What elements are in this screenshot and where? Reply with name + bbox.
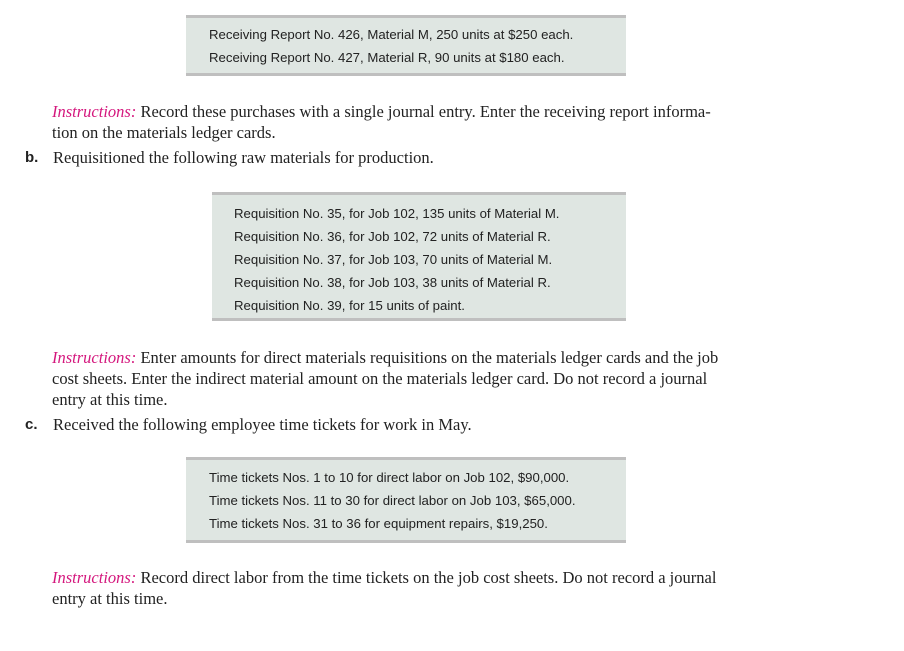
instructions-text: Record these purchases with a single journal entry. Enter the receiving report informa- xyxy=(140,102,711,121)
time-ticket-line: Time tickets Nos. 1 to 10 for direct labor on Job 102, $90,000. xyxy=(209,470,570,485)
requisition-line: Requisition No. 39, for 15 units of paint. xyxy=(234,298,465,313)
receiving-report-line: Receiving Report No. 426, Material M, 250 units at $250 each. xyxy=(209,27,574,42)
instructions-time-tickets xyxy=(52,567,852,609)
receiving-report-line: Receiving Report No. 427, Material R, 90 units at $180 each. xyxy=(209,50,565,65)
item-text: Received the following employee time tickets for work in May. xyxy=(53,415,472,434)
requisition-line: Requisition No. 37, for Job 103, 70 units of Material M. xyxy=(234,252,553,267)
instructions-text: Enter amounts for direct materials requisitions on the materials ledger cards and the job xyxy=(140,348,719,367)
item-letter: c. xyxy=(25,416,38,433)
item-letter: b. xyxy=(25,149,39,166)
instructions-requisitions xyxy=(52,347,852,410)
requisitions-box xyxy=(212,192,626,321)
time-ticket-line: Time tickets Nos. 11 to 30 for direct labor on Job 103, $65,000. xyxy=(209,493,576,508)
requisition-line: Requisition No. 35, for Job 102, 135 units of Material M. xyxy=(234,206,560,221)
instructions-label: Instructions: xyxy=(52,348,137,367)
instructions-text: entry at this time. xyxy=(52,390,168,409)
time-ticket-line: Time tickets Nos. 31 to 36 for equipment repairs, $19,250. xyxy=(209,516,548,531)
instructions-text: entry at this time. xyxy=(52,589,168,608)
instructions-text: tion on the materials ledger cards. xyxy=(52,123,276,142)
instructions-text: cost sheets. Enter the indirect material amount on the materials ledger card. Do not record a journal xyxy=(52,369,708,388)
time-tickets-box xyxy=(186,457,626,543)
requisition-line: Requisition No. 36, for Job 102, 72 units of Material R. xyxy=(234,229,551,244)
instructions-label: Instructions: xyxy=(52,102,137,121)
instructions-text: Record direct labor from the time tickets on the job cost sheets. Do not record a journal xyxy=(140,568,717,587)
item-text: Requisitioned the following raw materials for production. xyxy=(53,148,434,167)
receiving-reports-box xyxy=(186,15,626,76)
instructions-label: Instructions: xyxy=(52,568,137,587)
instructions-purchases xyxy=(52,101,812,143)
requisition-line: Requisition No. 38, for Job 103, 38 units of Material R. xyxy=(234,275,551,290)
